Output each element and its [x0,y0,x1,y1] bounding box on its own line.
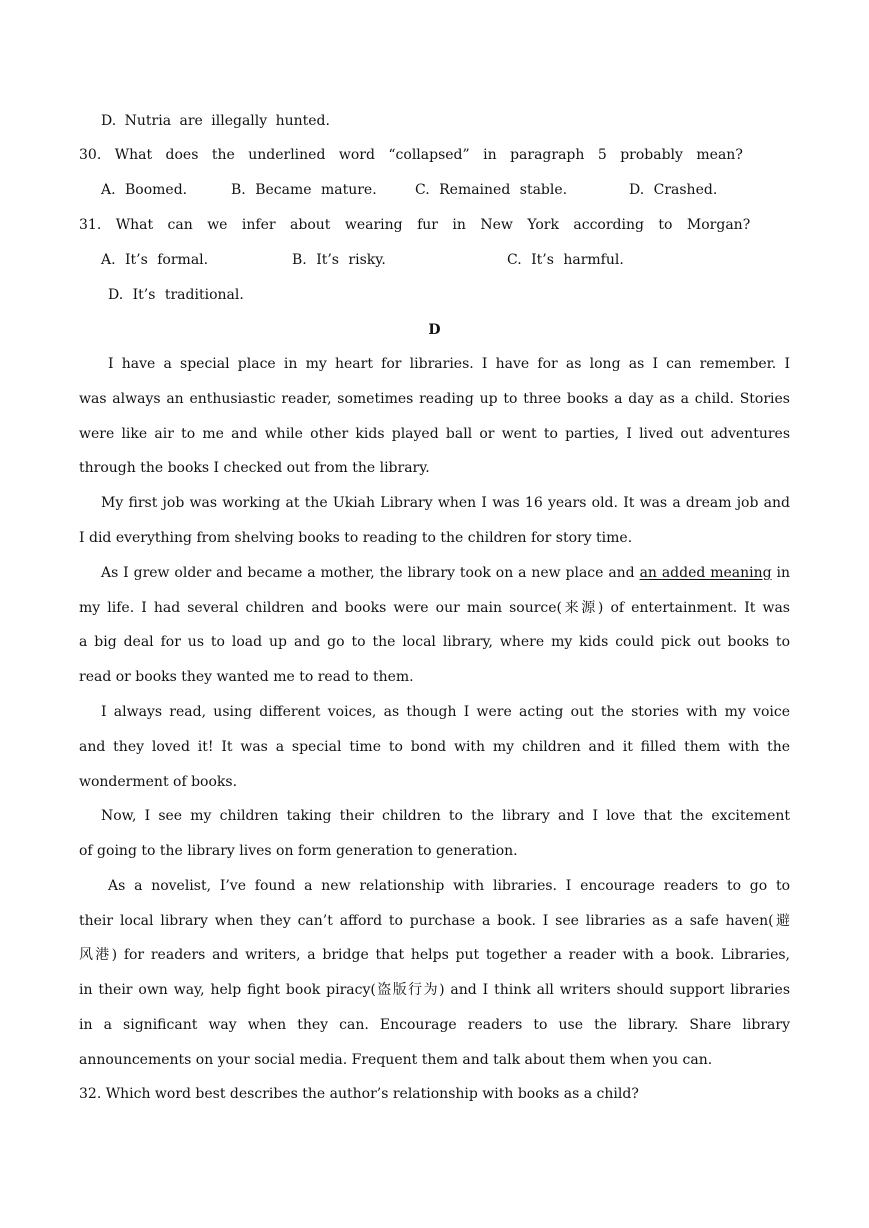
q29-option-d: D. Nutria are illegally hunted. [101,113,330,129]
q30-option-d: D. Crashed. [629,182,718,198]
p6-line-6: announcements on your social media. Frequent them and talk about them when you can. [79,1052,713,1068]
q31-stem: 31. What can we infer about wearing fur in New York according to Morgan? [79,217,751,233]
p3-line-4: read or books they wanted me to read to them. [79,669,414,685]
p6-line-2: their local library when they can’t afford to purchase a book. I see libraries as a safe haven(避 [79,913,790,929]
p3-line-2: my life. I had several children and books were our main source(来源) of entertainment. It was [79,600,790,616]
p1-line-1: I have a special place in my heart for libraries. I have for as long as I can remember. I [108,356,790,372]
q31-option-d: D. It’s traditional. [108,287,244,303]
p1-line-4: through the books I checked out from the library. [79,460,430,476]
p6-line-1: As a novelist, I’ve found a new relationship with libraries. I encourage readers to go to [108,878,790,894]
q30-option-b: B. Became mature. [231,182,377,198]
q30-stem: 30. What does the underlined word “collapsed” in paragraph 5 probably mean? [79,147,743,163]
q30-option-a: A. Boomed. [101,182,188,198]
q32-stem: 32. Which word best describes the author’s relationship with books as a child? [79,1086,639,1102]
p6-line-3: 风港) for readers and writers, a bridge that helps put together a reader with a book. Libraries, [79,947,790,963]
p1-line-2: was always an enthusiastic reader, sometimes reading up to three books a day as a child. Stories [79,391,790,407]
q31-option-b: B. It’s risky. [292,252,386,268]
p2-line-2: I did everything from shelving books to reading to the children for story time. [79,530,633,546]
p3-line-3: a big deal for us to load up and go to the local library, where my kids could pick out books to [79,634,790,650]
underlined-phrase: an added meaning [639,565,772,581]
p2-line-1: My first job was working at the Ukiah Library when I was 16 years old. It was a dream job and [101,495,790,511]
p3-line-1 [101,563,790,583]
q31-option-a: A. It’s formal. [101,252,209,268]
p1-line-3: were like air to me and while other kids played ball or went to parties, I lived out adventures [79,426,790,442]
p4-line-1: I always read, using different voices, as though I were acting out the stories with my voice [101,704,790,720]
p3-line-1-after: in [776,565,791,581]
p6-line-4: in their own way, help fight book piracy(盗版行为) and I think all writers should support libraries [79,982,790,998]
p5-line-2: of going to the library lives on form generation to generation. [79,843,518,859]
p4-line-2: and they loved it! It was a special time to bond with my children and it filled them with the [79,739,790,755]
q30-option-c: C. Remained stable. [415,182,568,198]
p3-line-1-before: As I grew older and became a mother, the library took on a new place and [101,565,635,581]
p6-line-5: in a significant way when they can. Encourage readers to use the library. Share library [79,1017,790,1033]
p5-line-1: Now, I see my children taking their children to the library and I love that the excitement [101,808,790,824]
q31-option-c: C. It’s harmful. [507,252,624,268]
passage-title: D [428,322,441,338]
p4-line-3: wonderment of books. [79,774,238,790]
